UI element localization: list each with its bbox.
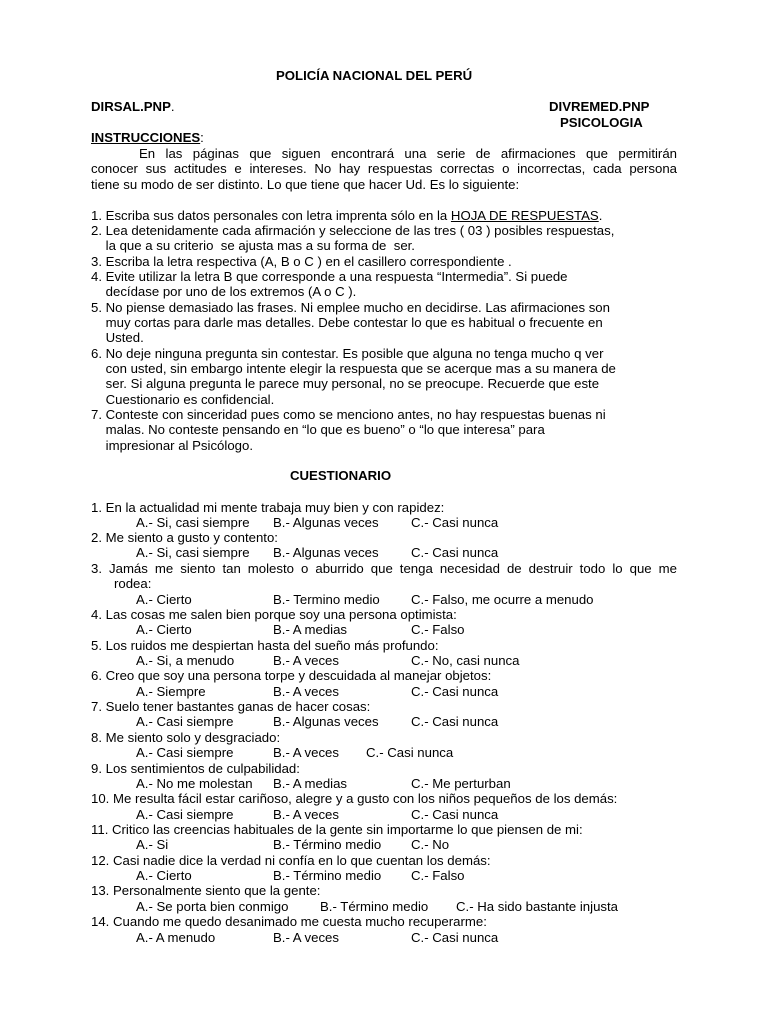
- instruction-item-1: [91, 208, 602, 223]
- instruction-line: con usted, sin embargo intente elegir la respuesta que se acerque mas a su manera de: [91, 361, 616, 376]
- instructions-intro-line-2: conocer sus actitudes e intereses. No hay respuestas correctas o incorrectas, cada persona: [91, 161, 677, 176]
- answer-option-b: B.- A veces: [273, 745, 339, 760]
- instruction-line: Usted.: [91, 330, 144, 345]
- question-text: 7. Suelo tener bastantes ganas de hacer cosas:: [91, 699, 371, 714]
- answer-option-c: C.- Falso: [411, 622, 465, 637]
- question-text: 2. Me siento a gusto y contento:: [91, 530, 278, 545]
- answer-option-a: A.- Casi siempre: [136, 714, 234, 729]
- answer-option-c: C.- Casi nunca: [411, 545, 499, 560]
- page-title: POLICÍA NACIONAL DEL PERÚ: [276, 68, 473, 83]
- instruction-line: malas. No conteste pensando en “lo que es bueno” o “lo que interesa” para: [91, 422, 545, 437]
- instructions-intro-line-3: tiene su modo de ser distinto. Lo que tiene que hacer Ud. Es lo siguiente:: [91, 177, 520, 192]
- question-text: 9. Los sentimientos de culpabilidad:: [91, 761, 300, 776]
- answer-option-a: A.- Si, casi siempre: [136, 515, 250, 530]
- instruction-line: muy cortas para darle mas detalles. Debe contestar lo que es habitual o frecuente en: [91, 315, 603, 330]
- answer-option-b: B.- Algunas veces: [273, 714, 379, 729]
- instruction-line: 6. No deje ninguna pregunta sin contestar. Es posible que alguna no tenga mucho q ver: [91, 346, 604, 361]
- hoja-de-respuestas-ref: HOJA DE RESPUESTAS: [450, 208, 599, 223]
- header-left-org: [91, 99, 175, 114]
- answer-option-c: C.- Casi nunca: [411, 807, 499, 822]
- header-right-dept: PSICOLOGIA: [560, 115, 643, 130]
- answer-option-a: A.- Cierto: [136, 592, 192, 607]
- answer-option-c: C.- Ha sido bastante injusta: [456, 899, 618, 914]
- answer-option-b: B.- A veces: [273, 930, 339, 945]
- instruction-line: 2. Lea detenidamente cada afirmación y seleccione de las tres ( 03 ) posibles respuestas,: [91, 223, 615, 238]
- instruction-line: ser. Si alguna pregunta le parece muy personal, no se preocupe. Recuerde que este: [91, 376, 600, 391]
- answer-option-b: B.- Termino medio: [273, 592, 380, 607]
- answer-option-c: C.- Casi nunca: [411, 684, 499, 699]
- question-text: 8. Me siento solo y desgraciado:: [91, 730, 281, 745]
- question-text: 4. Las cosas me salen bien porque soy una persona optimista:: [91, 607, 457, 622]
- instructions-heading-suffix: :: [200, 130, 204, 145]
- answer-option-b: B.- Algunas veces: [273, 515, 379, 530]
- answer-option-b: B.- Término medio: [273, 837, 382, 852]
- question-text: 11. Critico las creencias habituales de la gente sin importarme lo que piensen de mi:: [91, 822, 583, 837]
- question-text: 5. Los ruidos me despiertan hasta del sueño más profundo:: [91, 638, 439, 653]
- answer-option-a: A.- Se porta bien conmigo: [136, 899, 289, 914]
- instruction-line: 5. No piense demasiado las frases. Ni emplee mucho en decidirse. Las afirmaciones son: [91, 300, 610, 315]
- answer-option-a: A.- A menudo: [136, 930, 216, 945]
- question-text: 3. Jamás me siento tan molesto o aburrido que tenga necesidad de destruir todo lo que me: [91, 561, 677, 576]
- instruction-line: la que a su criterio se ajusta mas a su forma de ser.: [91, 238, 415, 253]
- question-text: 6. Creo que soy una persona torpe y descuidada al manejar objetos:: [91, 668, 492, 683]
- questionnaire-heading: CUESTIONARIO: [290, 468, 392, 483]
- answer-option-a: A.- No me molestan: [136, 776, 253, 791]
- answer-option-a: A.- Si, a menudo: [136, 653, 235, 668]
- answer-option-b: B.- A medias: [273, 776, 348, 791]
- answer-option-a: A.- Casi siempre: [136, 745, 234, 760]
- instruction-item-1-text: 1. Escriba sus datos personales con letra imprenta sólo en la: [91, 208, 451, 223]
- instruction-line: 7. Conteste con sinceridad pues como se menciono antes, no hay respuestas buenas ni: [91, 407, 606, 422]
- answer-option-b: B.- Término medio: [273, 868, 382, 883]
- answer-option-b: B.- Algunas veces: [273, 545, 379, 560]
- header-left-org-text: DIRSAL.PNP: [91, 99, 171, 114]
- instructions-heading: [91, 130, 204, 145]
- instruction-line: decídase por uno de los extremos (A o C ).: [91, 284, 357, 299]
- instruction-line: 4. Evite utilizar la letra B que corresponde a una respuesta “Intermedia”. Si puede: [91, 269, 568, 284]
- answer-option-c: C.- No: [411, 837, 450, 852]
- instruction-item-1-end: .: [598, 208, 603, 223]
- answer-option-a: A.- Si: [136, 837, 169, 852]
- instruction-line: impresionar al Psicólogo.: [91, 438, 253, 453]
- instructions-heading-text: INSTRUCCIONES: [91, 130, 201, 145]
- answer-option-b: B.- A veces: [273, 807, 339, 822]
- answer-option-a: A.- Cierto: [136, 622, 192, 637]
- question-text: 12. Casi nadie dice la verdad ni confía en lo que cuentan los demás:: [91, 853, 491, 868]
- answer-option-b: B.- Término medio: [320, 899, 429, 914]
- instruction-line: 3. Escriba la letra respectiva (A, B o C ) en el casillero correspondiente .: [91, 254, 512, 269]
- answer-option-b: B.- A veces: [273, 684, 339, 699]
- instructions-intro-line-1: En las páginas que siguen encontrará una serie de afirmaciones que permitirán: [139, 146, 677, 161]
- question-text: 1. En la actualidad mi mente trabaja muy bien y con rapidez:: [91, 500, 445, 515]
- question-text: 13. Personalmente siento que la gente:: [91, 883, 321, 898]
- answer-option-c: C.- Casi nunca: [411, 515, 499, 530]
- answer-option-c: C.- Me perturban: [411, 776, 511, 791]
- instruction-line: Cuestionario es confidencial.: [91, 392, 275, 407]
- answer-option-b: B.- A medias: [273, 622, 348, 637]
- header-right-org: DIVREMED.PNP: [549, 99, 650, 114]
- answer-option-a: A.- Si, casi siempre: [136, 545, 250, 560]
- answer-option-c: C.- Casi nunca: [411, 714, 499, 729]
- answer-option-c: C.- Casi nunca: [366, 745, 454, 760]
- answer-option-c: C.- Falso: [411, 868, 465, 883]
- answer-option-c: C.- Casi nunca: [411, 930, 499, 945]
- answer-option-a: A.- Siempre: [136, 684, 206, 699]
- header-left-org-suffix: .: [170, 99, 175, 114]
- answer-option-b: B.- A veces: [273, 653, 339, 668]
- question-text: 10. Me resulta fácil estar cariñoso, alegre y a gusto con los niños pequeños de los demás:: [91, 791, 618, 806]
- answer-option-a: A.- Casi siempre: [136, 807, 234, 822]
- question-text-continued: rodea:: [114, 576, 152, 591]
- answer-option-a: A.- Cierto: [136, 868, 192, 883]
- question-text: 14. Cuando me quedo desanimado me cuesta mucho recuperarme:: [91, 914, 487, 929]
- answer-option-c: C.- No, casi nunca: [411, 653, 520, 668]
- answer-option-c: C.- Falso, me ocurre a menudo: [411, 592, 594, 607]
